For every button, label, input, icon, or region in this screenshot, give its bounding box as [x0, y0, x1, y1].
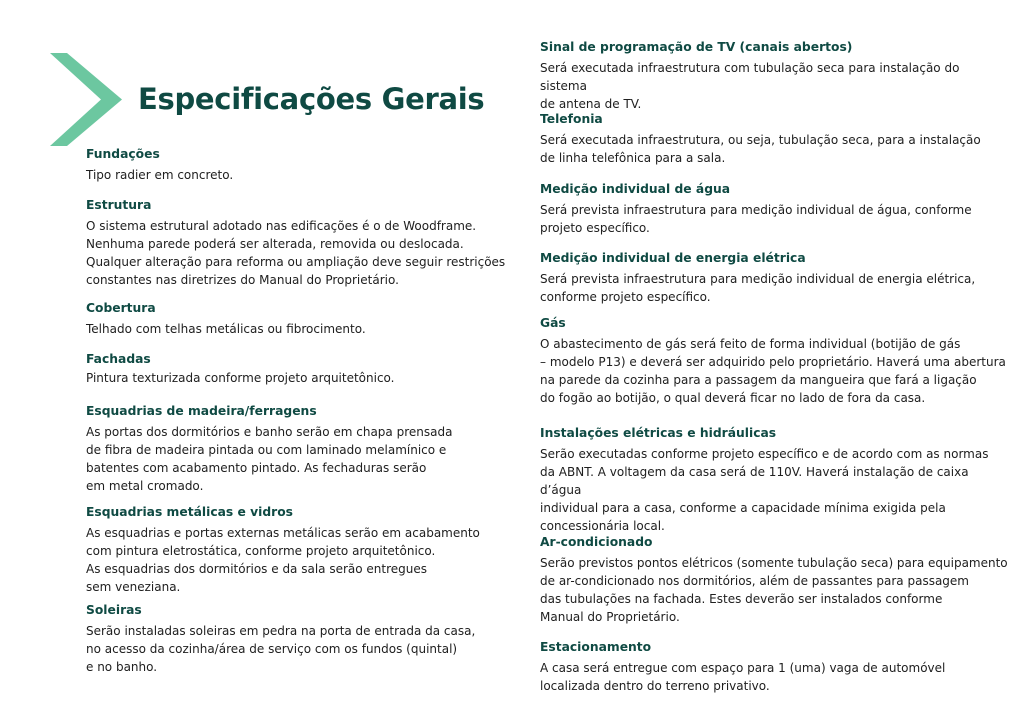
- section-text: Serão instaladas soleiras em pedra na porta de entrada da casa, no acesso da cozinha/área de serviço com os fundos (quintal) e no banho.: [86, 624, 476, 674]
- section-text: O sistema estrutural adotado nas edificações é o de Woodframe. Nenhuma parede poderá ser alterada, removida ou deslocada. Qualquer alteração para reforma ou ampliação deve seguir restrições constantes nas diretrizes do Manual do Proprietário.: [86, 219, 506, 287]
- section-heading: Telefonia: [540, 112, 603, 126]
- section-text: Telhado com telhas metálicas ou fibrocimento.: [86, 322, 366, 336]
- section-telefonia: [540, 111, 1010, 167]
- section-text: Serão previstos pontos elétricos (somente tubulação seca) para equipamento de ar-condicionado nos dormitórios, além de passantes para passagem das tubulações na fachada. Estes deverão ser instalados conforme Manual do Proprietário.: [540, 556, 1008, 624]
- section-text: Será prevista infraestrutura para medição individual de água, conforme projeto específico.: [540, 203, 972, 235]
- section-estacionamento: [540, 639, 1010, 695]
- section-text: As esquadrias e portas externas metálicas serão em acabamento com pintura eletrostática, conforme projeto arquitetônico. As esquadrias dos dormitórios e da sala serão entregues sem veneziana.: [86, 526, 480, 594]
- section-heading: Gás: [540, 316, 566, 330]
- section-heading: Sinal de programação de TV (canais abertos): [540, 40, 853, 54]
- section-instalacoes: [540, 425, 1010, 535]
- section-heading: Esquadrias de madeira/ferragens: [86, 404, 317, 418]
- section-esquadrias-metalicas: [86, 504, 556, 596]
- section-ar-condicionado: [540, 534, 1010, 626]
- section-heading: Esquadrias metálicas e vidros: [86, 505, 293, 519]
- section-text: Serão executadas conforme projeto específico e de acordo com as normas da ABNT. A voltagem da casa será de 110V. Haverá instalação de caixa d’água individual para a casa, conforme a capacidade mínima exigida pela concessionária local.: [540, 447, 989, 533]
- section-medicao-agua: [540, 181, 1010, 237]
- page-title: Especificações Gerais: [138, 82, 485, 116]
- section-text: Será executada infraestrutura com tubulação seca para instalação do sistema de antena de TV.: [540, 61, 960, 111]
- section-text: Pintura texturizada conforme projeto arquitetônico.: [86, 371, 395, 385]
- section-fundacoes: [86, 146, 556, 184]
- section-sinal-tv: [540, 39, 1010, 113]
- section-heading: Cobertura: [86, 301, 156, 315]
- section-text: As portas dos dormitórios e banho serão em chapa prensada de fibra de madeira pintada ou com laminado melamínico e batentes com acabamento pintado. As fechaduras serão em metal cromado.: [86, 425, 453, 493]
- section-gas: [540, 315, 1010, 407]
- section-heading: Medição individual de água: [540, 182, 731, 196]
- section-heading: Fundações: [86, 147, 160, 161]
- section-heading: Medição individual de energia elétrica: [540, 251, 806, 265]
- section-heading: Soleiras: [86, 603, 142, 617]
- section-cobertura: [86, 300, 556, 338]
- section-text: A casa será entregue com espaço para 1 (uma) vaga de automóvel localizada dentro do terreno privativo.: [540, 661, 946, 693]
- section-heading: Estrutura: [86, 198, 152, 212]
- section-fachadas: [86, 351, 556, 387]
- section-text: O abastecimento de gás será feito de forma individual (botijão de gás – modelo P13) e deverá ser adquirido pelo proprietário. Haverá uma abertura na parede da cozinha para a passagem da mangueira que fará a ligação do fogão ao botijão, o qual deverá ficar no lado de fora da casa.: [540, 337, 1006, 405]
- section-medicao-energia: [540, 250, 1010, 306]
- section-text: Será prevista infraestrutura para medição individual de energia elétrica, conforme projeto específico.: [540, 272, 976, 304]
- section-heading: Estacionamento: [540, 640, 652, 654]
- section-heading: Instalações elétricas e hidráulicas: [540, 426, 777, 440]
- chevron-right-icon: [50, 53, 122, 146]
- section-text: Será executada infraestrutura, ou seja, tubulação seca, para a instalação de linha telefônica para a sala.: [540, 133, 981, 165]
- section-text: Tipo radier em concreto.: [86, 168, 234, 182]
- section-esquadrias-madeira: [86, 403, 556, 495]
- section-heading: Ar-condicionado: [540, 535, 653, 549]
- section-estrutura: [86, 197, 556, 289]
- section-soleiras: [86, 602, 556, 676]
- section-heading: Fachadas: [86, 352, 151, 366]
